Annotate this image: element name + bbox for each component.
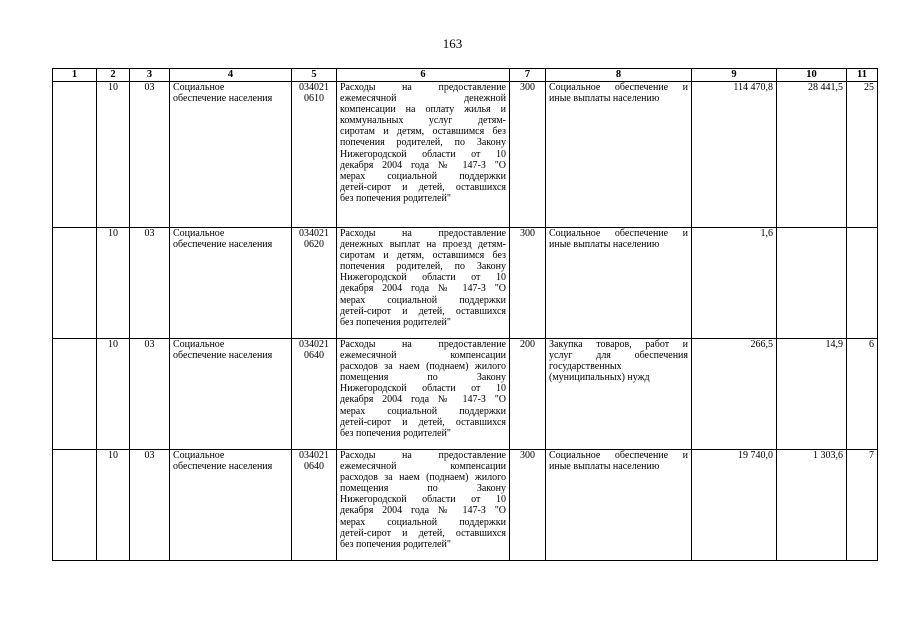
expense-description-cell bbox=[337, 450, 510, 561]
expense-type-name-cell bbox=[546, 228, 692, 339]
table-row bbox=[53, 339, 878, 450]
expense-type-name-cell-text bbox=[549, 450, 688, 472]
text-line: иные выплаты населению bbox=[549, 461, 660, 473]
text-line: Социальное обеспечение и bbox=[549, 450, 688, 461]
text-line: расходов за наем (поднаем) жилого bbox=[340, 472, 506, 484]
text-line: сиротам и детям, оставшимся без bbox=[340, 126, 506, 138]
target-article-cell-text bbox=[295, 82, 333, 104]
text-line: 0640 bbox=[304, 461, 324, 473]
text-line: декабря 2004 года № 147-З "О bbox=[340, 394, 506, 406]
text-line: детей-сирот и детей, оставшихся bbox=[340, 305, 506, 317]
text-line: помещения по Закону bbox=[340, 372, 506, 384]
amount-cell: 1 303,6 bbox=[777, 450, 847, 561]
expense-type-name-cell-text bbox=[549, 228, 688, 250]
subsection-code-cell: 03 bbox=[130, 82, 170, 228]
expense-type-cell: 300 bbox=[510, 228, 546, 339]
text-line: Социальное обеспечение и bbox=[549, 228, 688, 239]
text-line: ежемесячной компенсации bbox=[340, 350, 506, 362]
expense-type-cell: 200 bbox=[510, 339, 546, 450]
text-line: попечения родителей, по Закону bbox=[340, 261, 506, 273]
row-index-cell bbox=[53, 450, 97, 561]
expense-type-name-cell bbox=[546, 82, 692, 228]
percent-cell: 6 bbox=[847, 339, 878, 450]
text-line: обеспечение населения bbox=[173, 93, 273, 105]
target-article-cell-text bbox=[295, 450, 333, 472]
text-line: 034021 bbox=[299, 228, 329, 239]
text-line: Расходы на предоставление bbox=[340, 228, 506, 239]
text-line: без попечения родителей" bbox=[340, 538, 451, 550]
row-index-cell bbox=[53, 82, 97, 228]
expense-description-cell-text bbox=[340, 450, 506, 550]
header-cell: 7 bbox=[510, 69, 546, 82]
text-line: государственных bbox=[549, 361, 622, 373]
text-line: Расходы на предоставление bbox=[340, 339, 506, 350]
text-line: Нижегородской области от 10 bbox=[340, 383, 506, 395]
header-cell: 5 bbox=[292, 69, 337, 82]
text-line: 034021 bbox=[299, 339, 329, 350]
section-name-cell-text bbox=[173, 339, 288, 361]
text-line: 0620 bbox=[304, 239, 324, 251]
amount-cell bbox=[777, 228, 847, 339]
expense-type-name-cell-text bbox=[549, 82, 688, 104]
amount-cell: 19 740,0 bbox=[692, 450, 777, 561]
section-name-cell bbox=[170, 82, 292, 228]
expense-type-cell: 300 bbox=[510, 82, 546, 228]
text-line: ежемесячной компенсации bbox=[340, 461, 506, 473]
text-line: обеспечение населения bbox=[173, 239, 273, 251]
text-line: детей-сирот и детей, оставшихся bbox=[340, 527, 506, 539]
text-line: Расходы на предоставление bbox=[340, 450, 506, 461]
subsection-code-cell: 03 bbox=[130, 228, 170, 339]
subsection-code-cell: 03 bbox=[130, 339, 170, 450]
section-name-cell-text bbox=[173, 450, 288, 472]
amount-cell: 28 441,5 bbox=[777, 82, 847, 228]
section-name-cell bbox=[170, 450, 292, 561]
row-index-cell bbox=[53, 228, 97, 339]
text-line: Социальное bbox=[173, 450, 225, 461]
page-number: 163 bbox=[442, 36, 463, 51]
text-line: Нижегородской области от 10 bbox=[340, 494, 506, 506]
expense-type-name-cell bbox=[546, 339, 692, 450]
expense-type-name-cell bbox=[546, 450, 692, 561]
text-line: мерах социальной поддержки bbox=[340, 294, 506, 306]
header-cell: 11 bbox=[847, 69, 878, 82]
text-line: иные выплаты населению bbox=[549, 239, 660, 251]
text-line: Социальное bbox=[173, 339, 225, 350]
text-line: без попечения родителей" bbox=[340, 192, 451, 204]
expense-description-cell bbox=[337, 339, 510, 450]
text-line: Нижегородской области от 10 bbox=[340, 272, 506, 284]
text-line: 034021 bbox=[299, 450, 329, 461]
text-line: без попечения родителей" bbox=[340, 316, 451, 328]
percent-cell bbox=[847, 228, 878, 339]
header-cell: 10 bbox=[777, 69, 847, 82]
text-line: Социальное bbox=[173, 82, 225, 93]
text-line: мерах социальной поддержки bbox=[340, 170, 506, 182]
text-line: денежных выплат на проезд детям- bbox=[340, 239, 506, 251]
amount-cell: 266,5 bbox=[692, 339, 777, 450]
header-cell: 8 bbox=[546, 69, 692, 82]
text-line: (муниципальных) нужд bbox=[549, 372, 650, 384]
amount-cell: 14,9 bbox=[777, 339, 847, 450]
text-line: Расходы на предоставление bbox=[340, 82, 506, 93]
amount-cell: 1,6 bbox=[692, 228, 777, 339]
section-code-cell: 10 bbox=[97, 339, 130, 450]
section-code-cell: 10 bbox=[97, 228, 130, 339]
text-line: 0640 bbox=[304, 350, 324, 362]
budget-table bbox=[52, 68, 878, 561]
text-line: декабря 2004 года № 147-З "О bbox=[340, 159, 506, 171]
expense-description-cell bbox=[337, 228, 510, 339]
text-line: мерах социальной поддержки bbox=[340, 405, 506, 417]
table-row bbox=[53, 228, 878, 339]
header-cell: 2 bbox=[97, 69, 130, 82]
header-cell: 1 bbox=[53, 69, 97, 82]
text-line: Социальное обеспечение и bbox=[549, 82, 688, 93]
text-line: компенсации на оплату жилья и bbox=[340, 104, 506, 116]
expense-description-cell-text bbox=[340, 228, 506, 328]
section-name-cell bbox=[170, 339, 292, 450]
text-line: расходов за наем (поднаем) жилого bbox=[340, 361, 506, 373]
percent-cell: 7 bbox=[847, 450, 878, 561]
text-line: сиротам и детям, оставшимся без bbox=[340, 250, 506, 262]
text-line: декабря 2004 года № 147-З "О bbox=[340, 283, 506, 295]
target-article-cell-text bbox=[295, 228, 333, 250]
text-line: декабря 2004 года № 147-З "О bbox=[340, 505, 506, 517]
text-line: детей-сирот и детей, оставшихся bbox=[340, 416, 506, 428]
table-row bbox=[53, 82, 878, 228]
header-cell: 9 bbox=[692, 69, 777, 82]
amount-cell: 114 470,8 bbox=[692, 82, 777, 228]
text-line: коммунальных услуг детям- bbox=[340, 115, 506, 127]
expense-description-cell bbox=[337, 82, 510, 228]
text-line: 034021 bbox=[299, 82, 329, 93]
text-line: услуг для обеспечения bbox=[549, 350, 688, 362]
target-article-cell bbox=[292, 228, 337, 339]
text-line: помещения по Закону bbox=[340, 483, 506, 495]
table-row bbox=[53, 450, 878, 561]
header-cell: 6 bbox=[337, 69, 510, 82]
section-code-cell: 10 bbox=[97, 82, 130, 228]
expense-type-cell: 300 bbox=[510, 450, 546, 561]
section-code-cell: 10 bbox=[97, 450, 130, 561]
text-line: без попечения родителей" bbox=[340, 427, 451, 439]
expense-type-name-cell-text bbox=[549, 339, 688, 383]
text-line: Социальное bbox=[173, 228, 225, 239]
header-cell: 4 bbox=[170, 69, 292, 82]
text-line: обеспечение населения bbox=[173, 461, 273, 473]
text-line: обеспечение населения bbox=[173, 350, 273, 362]
target-article-cell bbox=[292, 82, 337, 228]
percent-cell: 25 bbox=[847, 82, 878, 228]
subsection-code-cell: 03 bbox=[130, 450, 170, 561]
text-line: мерах социальной поддержки bbox=[340, 516, 506, 528]
text-line: ежемесячной денежной bbox=[340, 93, 506, 105]
expense-description-cell-text bbox=[340, 82, 506, 204]
section-name-cell-text bbox=[173, 228, 288, 250]
section-name-cell-text bbox=[173, 82, 288, 104]
target-article-cell bbox=[292, 450, 337, 561]
target-article-cell-text bbox=[295, 339, 333, 361]
text-line: иные выплаты населению bbox=[549, 93, 660, 105]
target-article-cell bbox=[292, 339, 337, 450]
text-line: 0610 bbox=[304, 93, 324, 105]
header-row bbox=[53, 69, 878, 82]
row-index-cell bbox=[53, 339, 97, 450]
section-name-cell bbox=[170, 228, 292, 339]
text-line: Закупка товаров, работ и bbox=[549, 339, 688, 350]
expense-description-cell-text bbox=[340, 339, 506, 439]
text-line: попечения родителей, по Закону bbox=[340, 137, 506, 149]
header-cell: 3 bbox=[130, 69, 170, 82]
text-line: Нижегородской области от 10 bbox=[340, 148, 506, 160]
text-line: детей-сирот и детей, оставшихся bbox=[340, 181, 506, 193]
